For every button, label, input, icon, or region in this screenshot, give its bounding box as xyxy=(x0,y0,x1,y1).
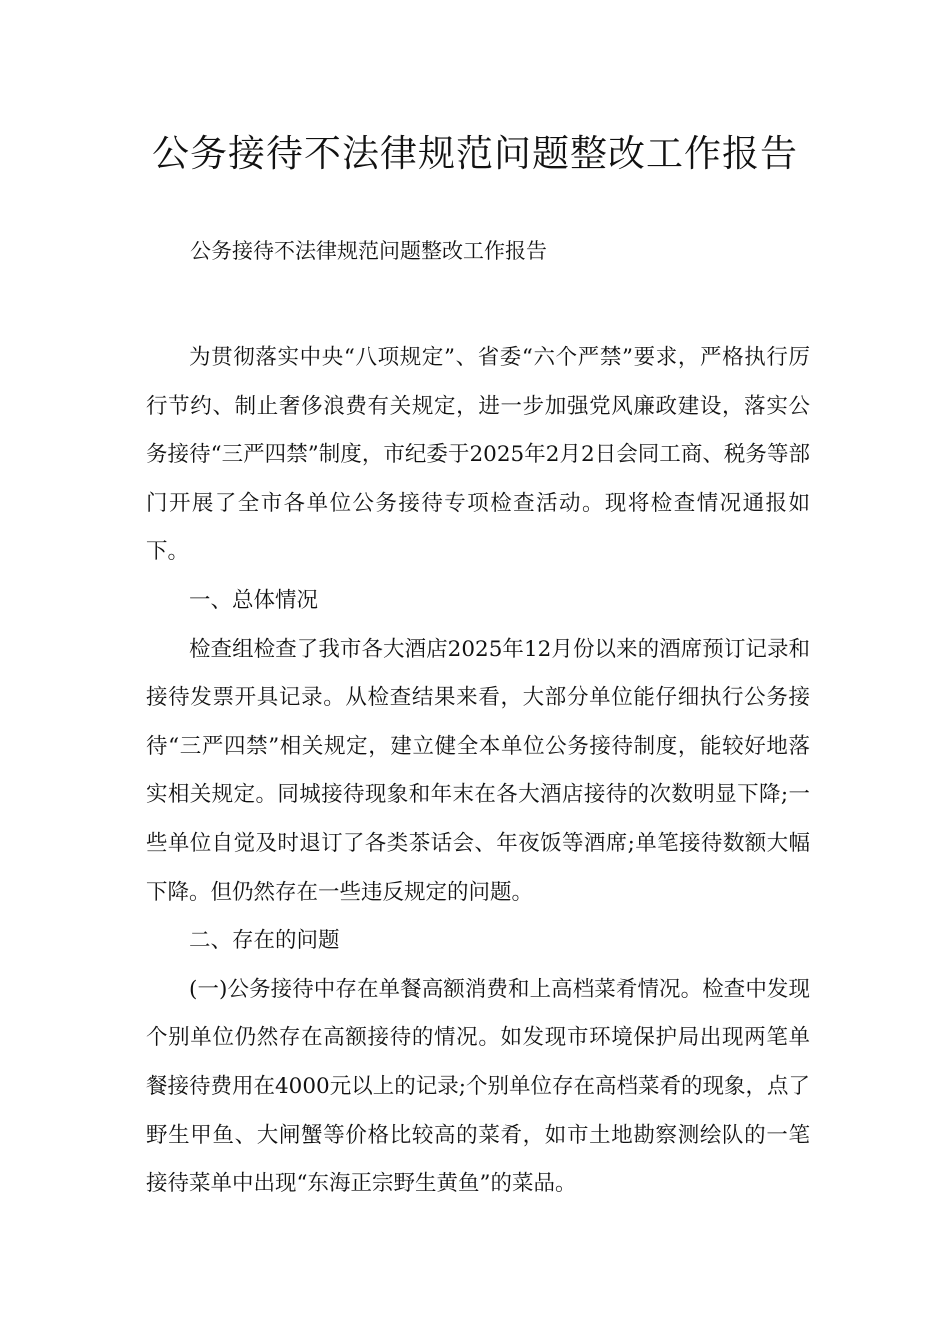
document-body xyxy=(146,334,810,1209)
section-heading-overall: 一、总体情况 xyxy=(189,587,319,613)
document-title: 公务接待不法律规范问题整改工作报告 xyxy=(152,132,798,175)
overall-paragraph: 检查组检查了我市各大酒店2025年12月份以来的酒席预订记录和接待发票开具记录。从检查结果来看，大部分单位能仔细执行公务接待“三严四禁”相关规定，建立健全本单位公务接待制度，能较好地落实相关规定。同城接待现象和年末在各大酒店接待的次数明显下降;一些单位自觉及时退订了各类茶话会、年夜饭等酒席;单笔接待数额大幅下降。但仍然存在一些违反规定的问题。 xyxy=(146,636,810,905)
document-subtitle: 公务接待不法律规范问题整改工作报告 xyxy=(190,239,547,263)
section-heading-problems: 二、存在的问题 xyxy=(189,928,340,954)
intro-paragraph: 为贯彻落实中央“八项规定”、省委“六个严禁”要求，严格执行厉行节约、制止奢侈浪费有关规定，进一步加强党风廉政建设，落实公务接待“三严四禁”制度，市纪委于2025年2月2日会同工商、税务等部门开展了全市各单位公务接待专项检查活动。现将检查情况通报如下。 xyxy=(146,345,810,565)
problem-item-1: (一)公务接待中存在单餐高额消费和上高档菜肴情况。检查中发现个别单位仍然存在高额接待的情况。如发现市环境保护局出现两笔单餐接待费用在4000元以上的记录;个别单位存在高档菜肴的现象，点了野生甲鱼、大闸蟹等价格比较高的菜肴，如市土地勘察测绘队的一笔接待菜单中出现“东海正宗野生黄鱼”的菜品。 xyxy=(146,976,810,1197)
